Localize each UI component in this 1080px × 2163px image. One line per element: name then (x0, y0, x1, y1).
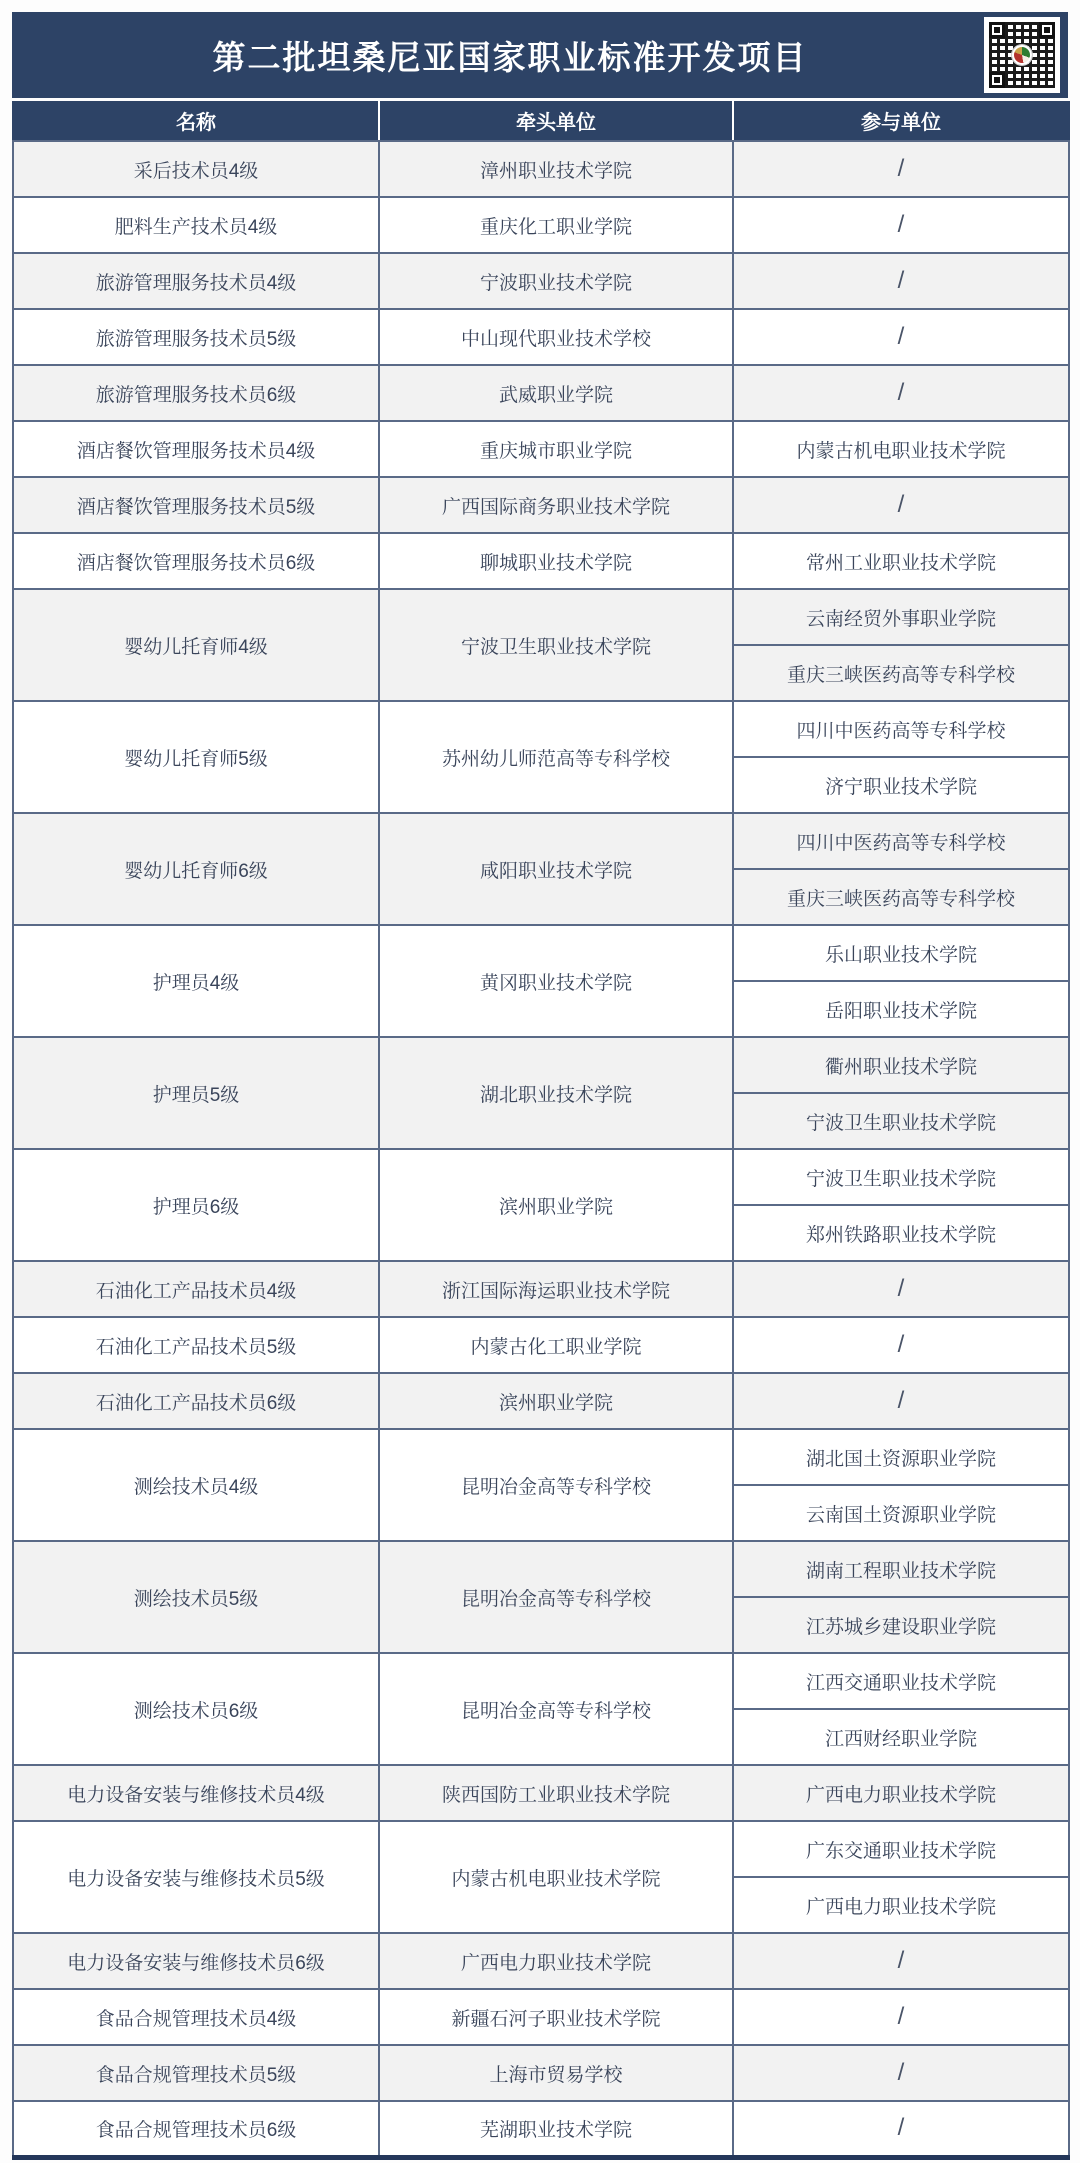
column-header-participant-unit: 参与单位 (733, 101, 1069, 141)
occupation-cell: 测绘技术员6级 (13, 1653, 379, 1765)
occupation-cell: 旅游管理服务技术员4级 (13, 253, 379, 309)
table-row (13, 589, 1069, 645)
participant-unit-cell: 江西交通职业技术学院 (733, 1653, 1069, 1709)
occupation-cell: 旅游管理服务技术员5级 (13, 309, 379, 365)
participant-unit-cell: 广东交通职业技术学院 (733, 1821, 1069, 1877)
occupation-cell: 石油化工产品技术员6级 (13, 1373, 379, 1429)
occupation-cell: 酒店餐饮管理服务技术员5级 (13, 477, 379, 533)
qr-finder-icon (989, 72, 1005, 88)
participant-unit-cell: 四川中医药高等专科学校 (733, 813, 1069, 869)
table-row (13, 2101, 1069, 2157)
projects-table (12, 101, 1070, 2160)
occupation-cell: 石油化工产品技术员5级 (13, 1317, 379, 1373)
occupation-cell: 测绘技术员4级 (13, 1429, 379, 1541)
participant-unit-cell: / (733, 2101, 1069, 2157)
table-row (13, 1317, 1069, 1373)
occupation-cell: 酒店餐饮管理服务技术员4级 (13, 421, 379, 477)
participant-unit-cell: 湖南工程职业技术学院 (733, 1541, 1069, 1597)
occupation-cell: 护理员4级 (13, 925, 379, 1037)
participant-unit-cell: 乐山职业技术学院 (733, 925, 1069, 981)
participant-unit-cell: 重庆三峡医药高等专科学校 (733, 645, 1069, 701)
page-title: 第二批坦桑尼亚国家职业标准开发项目 (212, 38, 808, 76)
lead-unit-cell: 苏州幼儿师范高等专科学校 (379, 701, 733, 813)
qr-pattern (989, 22, 1055, 88)
table-row (13, 1541, 1069, 1597)
lead-unit-cell: 咸阳职业技术学院 (379, 813, 733, 925)
table-row (13, 1765, 1069, 1821)
occupation-cell: 食品合规管理技术员6级 (13, 2101, 379, 2157)
column-header-lead-unit: 牵头单位 (379, 101, 733, 141)
participant-unit-cell: / (733, 1933, 1069, 1989)
lead-unit-cell: 上海市贸易学校 (379, 2045, 733, 2101)
participant-unit-cell: 湖北国土资源职业学院 (733, 1429, 1069, 1485)
table-row (13, 141, 1069, 197)
table-row (13, 421, 1069, 477)
table-row (13, 197, 1069, 253)
participant-unit-cell: 内蒙古机电职业技术学院 (733, 421, 1069, 477)
column-header-name: 名称 (13, 101, 379, 141)
table-row (13, 1821, 1069, 1877)
participant-unit-cell: / (733, 1373, 1069, 1429)
participant-unit-cell: 郑州铁路职业技术学院 (733, 1205, 1069, 1261)
lead-unit-cell: 武威职业学院 (379, 365, 733, 421)
participant-unit-cell: 云南国土资源职业学院 (733, 1485, 1069, 1541)
participant-unit-cell: / (733, 309, 1069, 365)
participant-unit-cell: 岳阳职业技术学院 (733, 981, 1069, 1037)
participant-unit-cell: 济宁职业技术学院 (733, 757, 1069, 813)
participant-unit-cell: 广西电力职业技术学院 (733, 1877, 1069, 1933)
lead-unit-cell: 宁波卫生职业技术学院 (379, 589, 733, 701)
lead-unit-cell: 陕西国防工业职业技术学院 (379, 1765, 733, 1821)
participant-unit-cell: / (733, 1989, 1069, 2045)
table-row (13, 701, 1069, 757)
participant-unit-cell: 四川中医药高等专科学校 (733, 701, 1069, 757)
qr-finder-icon (989, 22, 1005, 38)
occupation-cell: 电力设备安装与维修技术员5级 (13, 1821, 379, 1933)
lead-unit-cell: 滨州职业学院 (379, 1373, 733, 1429)
participant-unit-cell: 重庆三峡医药高等专科学校 (733, 869, 1069, 925)
table-row (13, 1373, 1069, 1429)
lead-unit-cell: 宁波职业技术学院 (379, 253, 733, 309)
participant-unit-cell: 宁波卫生职业技术学院 (733, 1149, 1069, 1205)
lead-unit-cell: 广西电力职业技术学院 (379, 1933, 733, 1989)
table-row (13, 1037, 1069, 1093)
table-row (13, 1429, 1069, 1485)
participant-unit-cell: / (733, 141, 1069, 197)
page (12, 12, 1068, 2160)
table-row (13, 253, 1069, 309)
occupation-cell: 采后技术员4级 (13, 141, 379, 197)
participant-unit-cell: / (733, 365, 1069, 421)
occupation-cell: 电力设备安装与维修技术员6级 (13, 1933, 379, 1989)
participant-unit-cell: 宁波卫生职业技术学院 (733, 1093, 1069, 1149)
occupation-cell: 婴幼儿托育师5级 (13, 701, 379, 813)
lead-unit-cell: 芜湖职业技术学院 (379, 2101, 733, 2157)
table-row (13, 1653, 1069, 1709)
table-row (13, 1261, 1069, 1317)
occupation-cell: 婴幼儿托育师6级 (13, 813, 379, 925)
lead-unit-cell: 内蒙古化工职业学院 (379, 1317, 733, 1373)
lead-unit-cell: 浙江国际海运职业技术学院 (379, 1261, 733, 1317)
qr-center-logo-icon (1012, 45, 1032, 65)
lead-unit-cell: 广西国际商务职业技术学院 (379, 477, 733, 533)
participant-unit-cell: 广西电力职业技术学院 (733, 1765, 1069, 1821)
participant-unit-cell: / (733, 477, 1069, 533)
lead-unit-cell: 内蒙古机电职业技术学院 (379, 1821, 733, 1933)
occupation-cell: 测绘技术员5级 (13, 1541, 379, 1653)
participant-unit-cell: 常州工业职业技术学院 (733, 533, 1069, 589)
participant-unit-cell: 江西财经职业学院 (733, 1709, 1069, 1765)
lead-unit-cell: 昆明冶金高等专科学校 (379, 1653, 733, 1765)
lead-unit-cell: 重庆城市职业学院 (379, 421, 733, 477)
occupation-cell: 石油化工产品技术员4级 (13, 1261, 379, 1317)
lead-unit-cell: 滨州职业学院 (379, 1149, 733, 1261)
participant-unit-cell: / (733, 1261, 1069, 1317)
table-row (13, 309, 1069, 365)
participant-unit-cell: 江苏城乡建设职业学院 (733, 1597, 1069, 1653)
occupation-cell: 食品合规管理技术员5级 (13, 2045, 379, 2101)
table-body (13, 141, 1069, 2157)
table-row (13, 813, 1069, 869)
lead-unit-cell: 重庆化工职业学院 (379, 197, 733, 253)
participant-unit-cell: 云南经贸外事职业学院 (733, 589, 1069, 645)
participant-unit-cell: 衢州职业技术学院 (733, 1037, 1069, 1093)
lead-unit-cell: 漳州职业技术学院 (379, 141, 733, 197)
occupation-cell: 肥料生产技术员4级 (13, 197, 379, 253)
table-row (13, 1989, 1069, 2045)
occupation-cell: 婴幼儿托育师4级 (13, 589, 379, 701)
lead-unit-cell: 昆明冶金高等专科学校 (379, 1429, 733, 1541)
lead-unit-cell: 湖北职业技术学院 (379, 1037, 733, 1149)
table-header-row (13, 101, 1069, 141)
lead-unit-cell: 黄冈职业技术学院 (379, 925, 733, 1037)
lead-unit-cell: 新疆石河子职业技术学院 (379, 1989, 733, 2045)
occupation-cell: 食品合规管理技术员4级 (13, 1989, 379, 2045)
occupation-cell: 酒店餐饮管理服务技术员6级 (13, 533, 379, 589)
participant-unit-cell: / (733, 197, 1069, 253)
lead-unit-cell: 中山现代职业技术学校 (379, 309, 733, 365)
occupation-cell: 旅游管理服务技术员6级 (13, 365, 379, 421)
table-row (13, 365, 1069, 421)
table-row (13, 477, 1069, 533)
participant-unit-cell: / (733, 253, 1069, 309)
table-row (13, 1149, 1069, 1205)
participant-unit-cell: / (733, 1317, 1069, 1373)
title-bar (12, 12, 1068, 98)
qr-finder-icon (1039, 22, 1055, 38)
table-row (13, 533, 1069, 589)
participant-unit-cell: / (733, 2045, 1069, 2101)
lead-unit-cell: 昆明冶金高等专科学校 (379, 1541, 733, 1653)
table-row (13, 925, 1069, 981)
occupation-cell: 护理员5级 (13, 1037, 379, 1149)
occupation-cell: 电力设备安装与维修技术员4级 (13, 1765, 379, 1821)
lead-unit-cell: 聊城职业技术学院 (379, 533, 733, 589)
occupation-cell: 护理员6级 (13, 1149, 379, 1261)
qr-code (984, 17, 1060, 93)
table-row (13, 1933, 1069, 1989)
table-row (13, 2045, 1069, 2101)
